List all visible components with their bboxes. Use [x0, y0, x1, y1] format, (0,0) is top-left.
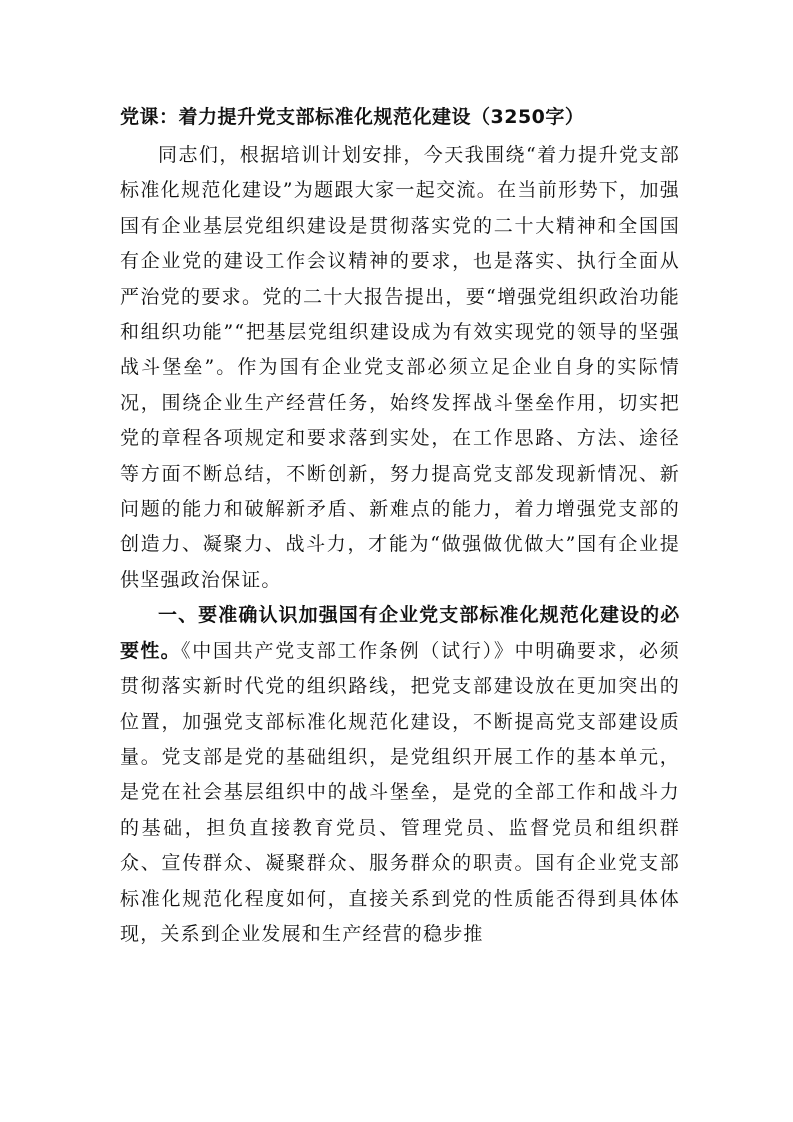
document-title: 党课：着力提升党支部标准化规范化建设（3250字）: [120, 106, 585, 128]
section-1-heading: 一、要准确认识加强国有企业党支部标准化规范化建设的必要性。: [120, 604, 680, 662]
section-1-body: 《中国共产党支部工作条例（试行）》中明确要求，必须贯彻落实新时代党的组织路线，把党支部建设放在更加突出的位置，加强党支部标准化规范化建设，不断提高党支部建设质量。党支部是党的基础组织，是党组织开展工作的基本单元，是党在社会基层组织中的战斗堡垒，是党的全部工作和战斗力的基础，担负直接教育党员、管理党员、监督党员和组织群众、宣传群众、凝聚群众、服务群众的职责。国有企业党支部标准化规范化程度如何，直接关系到党的性质能否得到具体体现，关系到企业发展和生产经营的稳步推: [120, 639, 680, 945]
document-body: [120, 100, 680, 952]
intro-paragraph: 同志们，根据培训计划安排，今天我围绕“着力提升党支部标准化规范化建设”为题跟大家一起交流。在当前形势下，加强国有企业基层党组织建设是贯彻落实党的二十大精神和全国国有企业党的建设工作会议精神的要求，也是落实、执行全面从严治党的要求。党的二十大报告提出，要“增强党组织政治功能和组织功能”“把基层党组织建设成为有效实现党的领导的坚强战斗堡垒”。作为国有企业党支部必须立足企业自身的实际情况，围绕企业生产经营任务，始终发挥战斗堡垒作用，切实把党的章程各项规定和要求落到实处，在工作思路、方法、途径等方面不断总结，不断创新，努力提高党支部发现新情况、新问题的能力和破解新矛盾、新难点的能力，着力增强党支部的创造力、凝聚力、战斗力，才能为“做强做优做大”国有企业提供坚强政治保证。: [120, 144, 680, 591]
section-1-paragraph: [120, 598, 680, 952]
